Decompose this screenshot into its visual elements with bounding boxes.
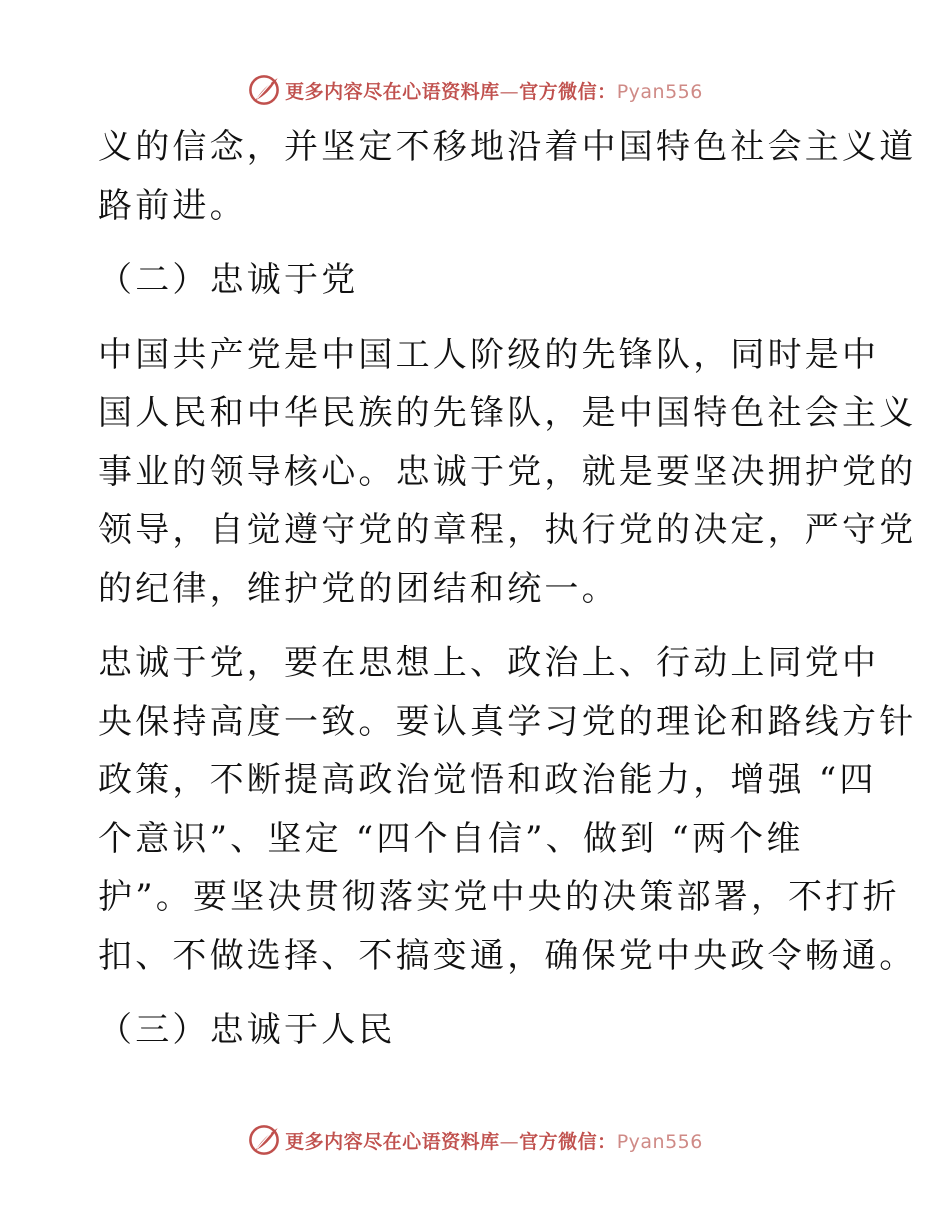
text-line: 国人民和中华民族的先锋队，是中国特色社会主义: [98, 393, 917, 433]
paragraph-3: [98, 634, 917, 985]
text-line: 扣、不做选择、不搞变通，确保党中央政令畅通。: [98, 935, 917, 976]
text-line: 个意识”、坚定 “四个自信”、做到 “两个维: [98, 818, 804, 859]
text-line: 忠诚于党，要在思想上、政治上、行动上同党中: [98, 643, 880, 683]
watermark-main: 更多内容尽在心语资料库: [285, 80, 500, 103]
document-body: [98, 118, 917, 1060]
text-line: 事业的领导核心。忠诚于党，就是要坚决拥护党的: [98, 451, 917, 492]
heading-text: （三）忠诚于人民: [98, 1010, 396, 1050]
footer-watermark: [0, 1120, 950, 1160]
paragraph-2: [98, 326, 917, 619]
watermark-main: 更多内容尽在心语资料库: [285, 1130, 500, 1153]
text-line: 的纪律，维护党的团结和统一。: [98, 568, 619, 609]
feather-logo-icon: [247, 73, 281, 107]
text-line: 中国共产党是中国工人阶级的先锋队，同时是中: [98, 334, 880, 375]
watermark-suffix: 官方微信：: [519, 80, 617, 103]
paragraph-1: [98, 118, 917, 235]
text-line: 路前进。: [98, 185, 247, 226]
watermark-text: [285, 1127, 703, 1154]
text-line: 护”。要坚决贯彻落实党中央的决策部署，不打折: [98, 877, 900, 917]
text-line: 政策，不断提高政治觉悟和政治能力，增强 “四: [98, 760, 877, 800]
text-line: 义的信念，并坚定不移地沿着中国特色社会主义道: [98, 127, 917, 167]
watermark-dash: —: [499, 1130, 520, 1153]
feather-logo-icon: [247, 1123, 281, 1157]
text-line: 领导，自觉遵守党的章程，执行党的决定，严守党: [98, 510, 917, 550]
heading-text: （二）忠诚于党: [98, 260, 359, 300]
watermark-dash: —: [499, 80, 520, 103]
watermark-text: [285, 77, 703, 104]
section-heading-3: [98, 1001, 858, 1060]
watermark-wechat-id: Pyan556: [616, 80, 703, 103]
watermark-wechat-id: Pyan556: [616, 1130, 703, 1153]
watermark-suffix: 官方微信：: [519, 1130, 617, 1153]
header-watermark: [0, 70, 950, 110]
section-heading-2: [98, 251, 858, 310]
text-line: 央保持高度一致。要认真学习党的理论和路线方针: [98, 701, 917, 742]
